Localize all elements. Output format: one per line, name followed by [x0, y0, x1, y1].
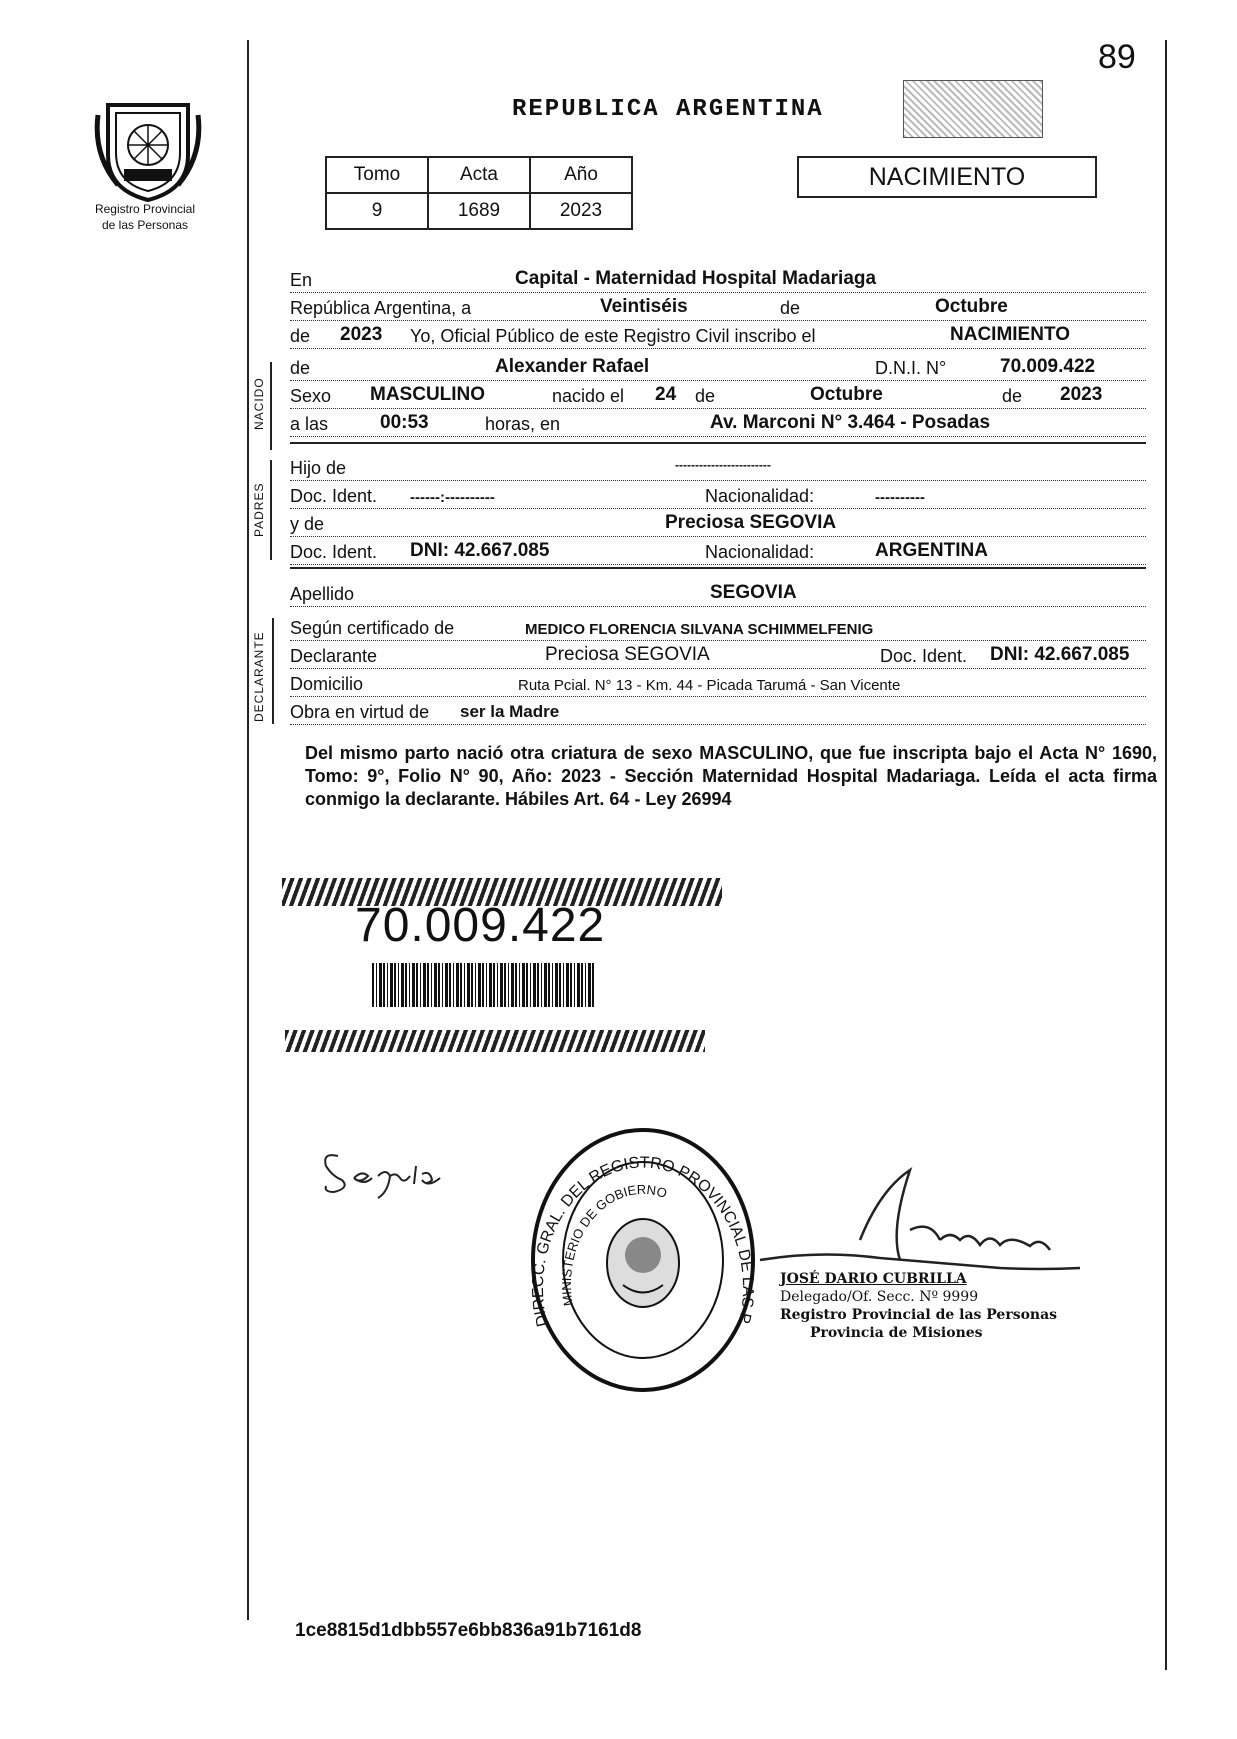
- logo-caption: Registro Provincial de las Personas: [94, 202, 196, 232]
- official-province: Provincia de Misiones: [810, 1325, 983, 1341]
- official-signature-block: [780, 1270, 1057, 1342]
- row-mother-doc: Doc. Ident. DNI: 42.667.085 Nacionalidad: ARGENTINA: [290, 540, 1146, 565]
- separator: [290, 567, 1146, 569]
- security-pattern-bottom: [285, 1030, 705, 1052]
- barcode: [372, 963, 594, 1007]
- register-value: 2023: [530, 193, 632, 229]
- row-name: de Alexander Rafael D.N.I. N° 70.009.422: [290, 356, 1146, 381]
- certificate-value: MEDICO FLORENCIA SILVANA SCHIMMELFENIG: [525, 621, 874, 638]
- row-certificate: Según certificado de MEDICO FLORENCIA SILVANA SCHIMMELFENIG: [290, 616, 1146, 641]
- document-hash: 1ce8815d1dbb557e6bb836a91b7161d8: [295, 1620, 642, 1641]
- section-label-padres: PADRES: [252, 482, 266, 537]
- birth-time: 00:53: [380, 412, 429, 433]
- year-value: 2023: [340, 324, 383, 345]
- father-name: ------------------------: [675, 458, 771, 472]
- security-seal: [903, 80, 1043, 138]
- official-role: Delegado/Of. Secc. Nº 9999: [780, 1289, 979, 1305]
- row-address: Domicilio Ruta Pcial. N° 13 - Km. 44 - Picada Tarumá - San Vicente: [290, 672, 1146, 697]
- birth-year: 2023: [1060, 384, 1103, 405]
- right-margin-line: [1165, 40, 1167, 1670]
- row-father: Hijo de ------------------------: [290, 456, 1146, 481]
- additional-note: Del mismo parto nació otra criatura de sexo MASCULINO, que fue inscripta bajo el Acta N° 1690, Tomo: 9°, Folio N° 90, Año: 2023 - Sección Maternidad Hospital Madariaga. Leída el acta firma conmigo la declarante. Hábiles Art. 64 - Ley 26994: [305, 743, 1157, 809]
- left-margin-line: [247, 40, 249, 1620]
- child-dni: 70.009.422: [1000, 356, 1096, 377]
- place-value: Capital - Maternidad Hospital Madariaga: [515, 268, 877, 289]
- section-label-nacido: NACIDO: [252, 377, 266, 430]
- register-table: [325, 156, 633, 230]
- row-father-doc: Doc. Ident. ------:---------- Nacionalidad: ----------: [290, 484, 1146, 509]
- day-value: Veintiséis: [600, 296, 688, 317]
- declarante-bar: [272, 618, 274, 724]
- father-nationality: ----------: [875, 489, 925, 506]
- section-label-declarante: DECLARANTE: [252, 631, 266, 722]
- month-value: Octubre: [935, 296, 1008, 317]
- register-header: Tomo: [326, 157, 428, 193]
- act-type-box: NACIMIENTO: [797, 156, 1097, 198]
- row-acting: Obra en virtud de ser la Madre: [290, 700, 1146, 725]
- register-header: Año: [530, 157, 632, 193]
- acting-value: ser la Madre: [460, 702, 560, 721]
- separator: [290, 442, 1146, 444]
- row-place: En Capital - Maternidad Hospital Madariaga: [290, 268, 1146, 293]
- official-stamp: [528, 1125, 758, 1395]
- svg-text:MINISTERIO DE GOBIERNO: MINISTERIO DE GOBIERNO: [558, 1181, 669, 1307]
- register-header: Acta: [428, 157, 530, 193]
- declarant-signature: [318, 1142, 458, 1211]
- declarant-value: Preciosa SEGOVIA: [545, 644, 710, 665]
- address-value: Ruta Pcial. N° 13 - Km. 44 - Picada Tarumá - San Vicente: [518, 677, 901, 694]
- sex-value: MASCULINO: [370, 384, 486, 405]
- declarant-doc: DNI: 42.667.085: [990, 644, 1130, 665]
- inscribe-type: NACIMIENTO: [950, 324, 1070, 345]
- id-number: 70.009.422: [355, 899, 606, 952]
- surname-value: SEGOVIA: [710, 582, 797, 603]
- register-value: 9: [326, 193, 428, 229]
- page-number: 89: [1098, 38, 1136, 76]
- mother-nationality: ARGENTINA: [875, 540, 988, 561]
- register-value: 1689: [428, 193, 530, 229]
- row-year: de 2023 Yo, Oficial Público de este Registro Civil inscribo el NACIMIENTO: [290, 324, 1146, 349]
- row-declarant: Declarante Preciosa SEGOVIA Doc. Ident. DNI: 42.667.085: [290, 644, 1146, 669]
- svg-text:DIRECC. GRAL. DEL REGISTRO PRO: DIRECC. GRAL. DEL REGISTRO PROVINCIAL DE LAS P: [529, 1154, 757, 1329]
- official-office: Registro Provincial de las Personas: [780, 1307, 1058, 1323]
- birth-place: Av. Marconi N° 3.464 - Posadas: [710, 412, 991, 433]
- padres-bar: [270, 460, 272, 560]
- row-time-place: a las 00:53 horas, en Av. Marconi N° 3.464 - Posadas: [290, 412, 1146, 437]
- child-name: Alexander Rafael: [495, 356, 650, 377]
- mother-name: Preciosa SEGOVIA: [665, 512, 837, 533]
- document-heading: REPUBLICA ARGENTINA: [512, 96, 824, 123]
- row-sex-birth: Sexo MASCULINO nacido el 24 de Octubre de 2023: [290, 384, 1146, 409]
- official-signature: [740, 1150, 1120, 1290]
- mother-doc: DNI: 42.667.085: [410, 540, 550, 561]
- birth-day: 24: [655, 384, 677, 405]
- birth-month: Octubre: [810, 384, 883, 405]
- official-name: JOSÉ DARIO CUBRILLA: [780, 1271, 967, 1287]
- row-surname: Apellido SEGOVIA: [290, 582, 1146, 607]
- row-date: República Argentina, a Veintiséis de Octubre: [290, 296, 1146, 321]
- father-doc: ------:----------: [410, 489, 495, 506]
- row-mother: y de Preciosa SEGOVIA: [290, 512, 1146, 537]
- nacido-bar: [270, 362, 272, 450]
